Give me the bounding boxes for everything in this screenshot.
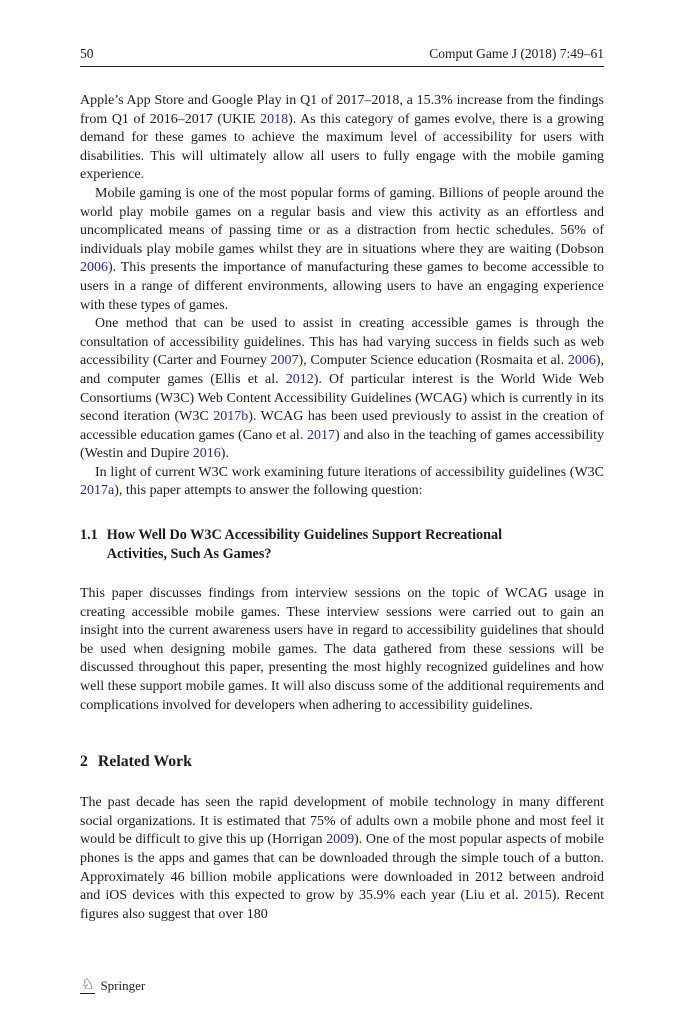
text-run: ). One of the most popular aspects of mobile phones is the apps and games that can be downloaded through the simple touch of a button. Approximately 46 billion mobile applications were downloaded in 2012 between android and iOS devices with this expected to grow by 35.9% each year (Liu et al.	[80, 832, 605, 904]
citation-link[interactable]: 2017b	[213, 409, 249, 425]
paragraph	[80, 92, 604, 185]
citation-link[interactable]: 2012	[285, 371, 314, 387]
page-number: 50	[80, 46, 94, 61]
citation-link[interactable]: 2015	[523, 888, 552, 904]
citation-link[interactable]: 2017	[307, 427, 335, 443]
heading-text: Related Work	[97, 753, 192, 771]
text-run: ), and computer games (Ellis et al.	[80, 353, 605, 387]
header-rule	[80, 66, 604, 67]
heading-number: 2	[80, 753, 88, 771]
page-body	[80, 92, 604, 924]
citation-link[interactable]: 2007	[270, 353, 299, 369]
text-run: ). As this category of games evolve, there is a growing demand for these games to achieve the maximum level of accessibility for users with disabilities. This will ultimately allow all users to fully engage with the mobile gaming experience.	[80, 111, 604, 183]
text-run: One method that can be used to assist in creating accessible games is through the consultation of accessibility guidelines. This has had varying success in fields such as web accessibility (Carter and Fourney	[80, 316, 604, 369]
springer-horse-icon: ♘	[81, 977, 95, 993]
citation-link[interactable]: 2006	[80, 260, 108, 276]
citation-link[interactable]: 2006	[567, 353, 596, 369]
paragraph	[80, 464, 604, 501]
heading-text: How Well Do W3C Accessibility Guidelines Support Recreational Activities, Such As Games?	[106, 527, 503, 563]
text-run: Mobile gaming is one of the most popular forms of gaming. Billions of people around the world play mobile games on a regular basis and view this activity as an effortless and uncomplicated means of passing time or as a distraction from hectic schedules. 56% of individuals play mobile games whilst they are in situations where they are waiting (Dobson	[80, 185, 604, 257]
text-run: ). Of particular interest is the World Wide Web Consortiums (W3C) Web Content Accessibility Guidelines (WCAG) which is currently in its second iteration (W3C	[80, 371, 604, 425]
citation-link[interactable]: 2018	[260, 111, 289, 127]
paragraph	[80, 315, 604, 464]
text-run: ) and also in the teaching of games accessibility (Westin and Dupire	[80, 427, 604, 462]
section-heading	[80, 752, 604, 772]
journal-reference: Comput Game J (2018) 7:49–61	[429, 46, 604, 61]
citation-link[interactable]: 2016	[192, 446, 221, 462]
citation-link[interactable]: 2009	[326, 832, 355, 848]
heading-number: 1.1	[80, 527, 98, 544]
text-run: ), this paper attempts to answer the following question:	[114, 483, 423, 499]
running-header	[80, 46, 604, 61]
subsection-heading	[80, 526, 604, 564]
publisher-footer	[80, 978, 145, 994]
text-run: ), Computer Science education (Rosmaita et al.	[298, 353, 568, 369]
text-run: This paper discusses findings from interview sessions on the topic of WCAG usage in creating accessible mobile games. These interview sessions were carried out to gain an insight into the current awareness users have in regard to accessibility guidelines that should be used when designing mobile games. The data gathered from these sessions will be discussed throughout this paper, presenting the most highly recognized guidelines and how well these support mobile games. It will also discuss some of the additional requirements and complications involved for developers when adhering to accessibility guidelines.	[80, 586, 604, 713]
text-run: Apple’s App Store and Google Play in Q1 of 2017–2018, a 15.3% increase from the findings from Q1 of 2016–2017 (UKIE	[80, 93, 604, 127]
paragraph	[80, 585, 604, 715]
text-run: The past decade has seen the rapid development of mobile technology in many different social organizations. It is estimated that 75% of adults own a mobile phone and most feel it would be difficult to give this up (Horrigan	[80, 795, 604, 848]
publisher-name: Springer	[100, 978, 146, 993]
text-run: ). This presents the importance of manufacturing these games to become accessible to users in a range of different environments, allowing users to have an engaging experience with these types of games.	[80, 260, 604, 313]
paragraph	[80, 794, 604, 924]
citation-link[interactable]: 2017a	[80, 483, 115, 499]
text-run: ).	[220, 446, 229, 462]
text-run: ). Recent figures also suggest that over 180	[80, 888, 604, 922]
paragraph	[80, 185, 604, 315]
text-run: ). WCAG has been used previously to assist in the creation of accessible education games (Cano et al.	[80, 409, 604, 443]
text-run: In light of current W3C work examining future iterations of accessibility guidelines (W3C	[95, 464, 604, 480]
